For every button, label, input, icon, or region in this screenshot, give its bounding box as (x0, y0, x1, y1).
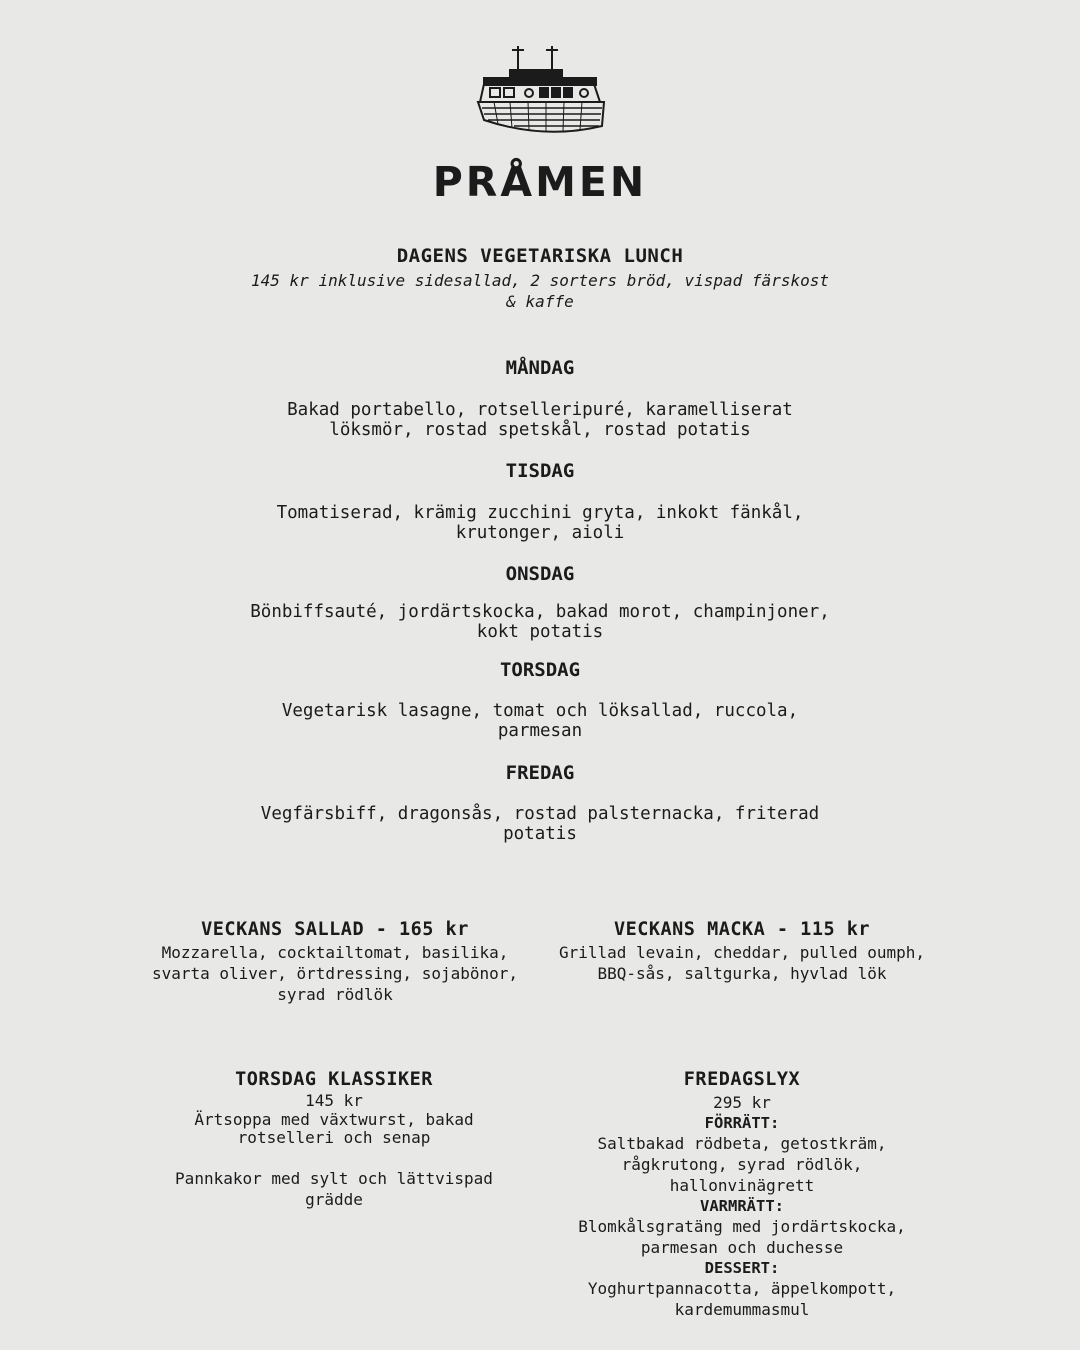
ferry-boat-icon (474, 44, 610, 140)
day-monday-title: MÅNDAG (505, 357, 575, 379)
weekly-salad-section (130, 918, 540, 1005)
starter-line: Saltbakad rödbeta, getostkräm, (597, 1134, 887, 1153)
friday-luxury-section (542, 1068, 942, 1320)
starter-line: rågkrutong, syrad rödlök, (621, 1155, 863, 1174)
day-friday-title: FREDAG (505, 762, 575, 784)
main-course-line: Blomkålsgratäng med jordärtskocka, (578, 1217, 906, 1236)
thursday-classic-price: 145 kr (305, 1091, 363, 1110)
day-wednesday-dish-line2: kokt potatis (476, 622, 604, 642)
day-friday-dish-line1: Vegfärsbiff, dragonsås, rostad palsternacka, friterad (260, 804, 820, 824)
weekly-salad-title: VECKANS SALLAD - 165 kr (201, 919, 469, 940)
day-thursday-title: TORSDAG (499, 659, 581, 681)
starter-label: FÖRRÄTT: (704, 1114, 780, 1132)
weekly-sandwich-section (537, 918, 947, 984)
weekly-salad-line: Mozzarella, cocktailtomat, basilika, (161, 943, 509, 962)
brand-name: PRÅMEN (432, 158, 648, 206)
dessert-line: Yoghurtpannacotta, äppelkompott, (587, 1279, 897, 1298)
day-tuesday-title: TISDAG (505, 460, 575, 482)
thursday-classic-title: TORSDAG KLASSIKER (235, 1069, 433, 1090)
day-monday-dish-line2: löksmör, rostad spetskål, rostad potatis (329, 420, 751, 440)
lunch-subtitle-line1: 145 kr inklusive sidesallad, 2 sorters bröd, vispad färskost (251, 271, 829, 290)
dessert-line: kardemummasmul (674, 1300, 810, 1319)
day-friday-dish-line2: potatis (503, 824, 577, 844)
main-course-line: parmesan och duchesse (640, 1238, 844, 1257)
weekly-sandwich-line: BBQ-sås, saltgurka, hyvlad lök (597, 964, 887, 983)
day-tuesday-dish-line2: krutonger, aioli (455, 523, 625, 543)
friday-luxury-price: 295 kr (713, 1093, 771, 1112)
thursday-classic-dish2-line2: grädde (305, 1189, 363, 1209)
day-tuesday-dish-line1: Tomatiserad, krämig zucchini gryta, inkokt fänkål, (276, 503, 804, 523)
friday-luxury-title: FREDAGSLYX (683, 1069, 801, 1090)
day-wednesday-dish-line1: Bönbiffsauté, jordärtskocka, bakad morot, champinjoner, (250, 602, 830, 622)
dessert-label: DESSERT: (704, 1259, 780, 1277)
weekly-sandwich-line: Grillad levain, cheddar, pulled oumph, (558, 943, 926, 962)
thursday-classic-dish2-line1: Pannkakor med sylt och lättvispad (175, 1168, 493, 1188)
day-thursday-dish-line2: parmesan (497, 721, 583, 741)
thursday-classic-dish1-line1: Ärtsoppa med växtwurst, bakad (194, 1109, 474, 1129)
weekly-salad-line: svarta oliver, örtdressing, sojabönor, (151, 964, 519, 983)
weekly-salad-line: syrad rödlök (277, 985, 393, 1004)
thursday-classic-dish1-line2: rotselleri och senap (237, 1128, 431, 1147)
day-wednesday-title: ONSDAG (505, 563, 575, 585)
main-course-label: VARMRÄTT: (700, 1197, 784, 1215)
day-thursday-dish-line1: Vegetarisk lasagne, tomat och löksallad, ruccola, (281, 701, 799, 721)
thursday-classic-section (134, 1068, 534, 1210)
starter-line: hallonvinägrett (669, 1176, 815, 1195)
day-monday-dish-line1: Bakad portabello, rotselleripuré, karamelliserat (287, 400, 793, 420)
weekly-sandwich-title: VECKANS MACKA - 115 kr (613, 919, 871, 940)
lunch-subtitle-line2: & kaffe (506, 292, 574, 311)
lunch-title: DAGENS VEGETARISKA LUNCH (396, 245, 684, 267)
